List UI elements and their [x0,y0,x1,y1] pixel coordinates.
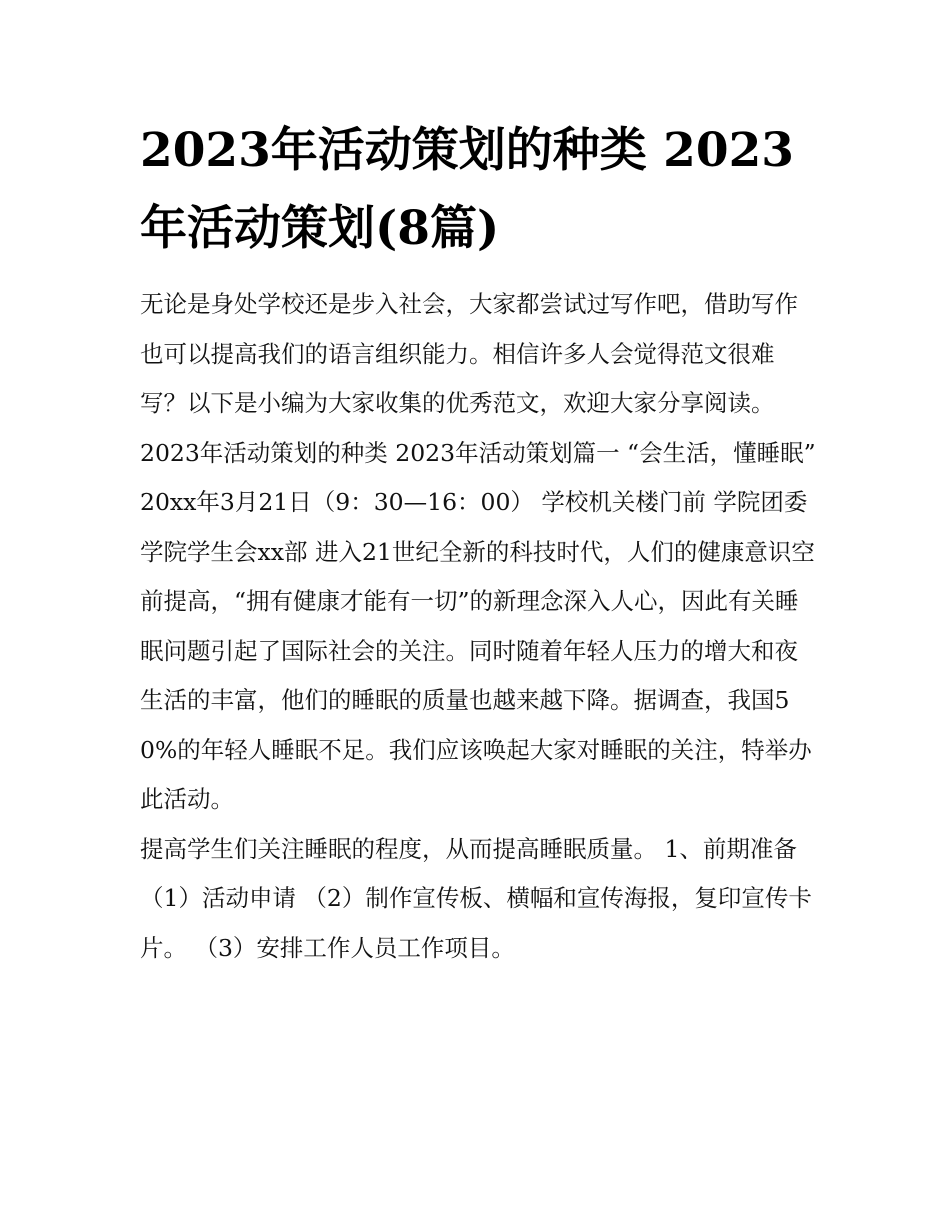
document-body [140,280,820,973]
document-title: 2023年活动策划的种类 2023年活动策划(8篇) [140,123,794,256]
paragraph-background: 学院学生会xx部 进入21世纪全新的科技时代，人们的健康意识空前提高，“拥有健康才能有一切”的新理念深入人心，因此有关睡眠问题引起了国际社会的关注。同时随着年轻人压力的增大和夜生活的丰富，他们的睡眠的质量也越来越下降。据调查，我国50%的年轻人睡眠不足。我们应该唤起大家对睡眠的关注，特举办此活动。 [140,537,815,813]
paragraph-preparation: 提高学生们关注睡眠的程度，从而提高睡眠质量。 1、前期准备 （1）活动申请 （2）制作宣传板、横幅和宣传海报，复印宣传卡片。 （3）安排工作人员工作项目。 [140,834,812,962]
paragraph-event-info: 2023年活动策划的种类 2023年活动策划篇一 “会生活，懂睡眠” 20xx年3月21日（9：30—16：00） 学校机关楼门前 学院团委 [140,438,816,516]
paragraph-intro: 无论是身处学校还是步入社会，大家都尝试过写作吧，借助写作也可以提高我们的语言组织能力。相信许多人会觉得范文很难写？以下是小编为大家收集的优秀范文，欢迎大家分享阅读。 [140,290,798,417]
